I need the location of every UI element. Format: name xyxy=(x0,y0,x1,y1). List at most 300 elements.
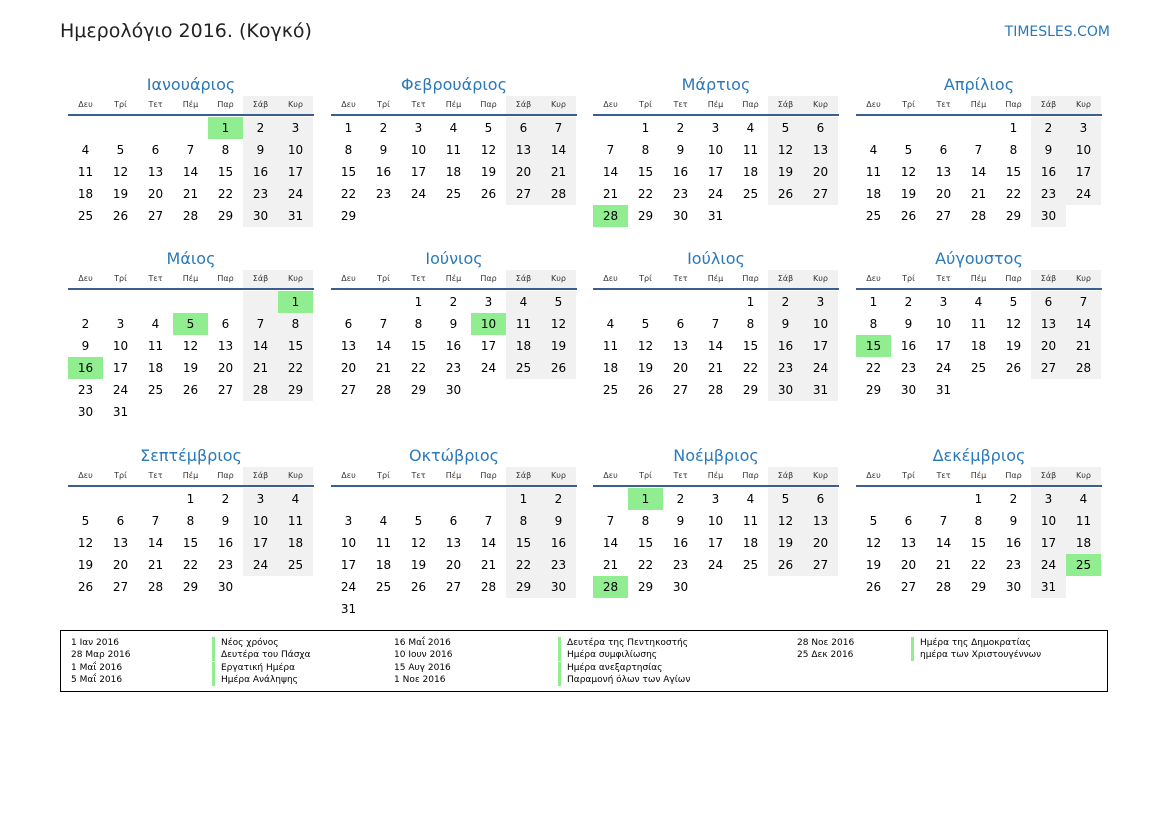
day-cell: 17 xyxy=(707,165,724,179)
empty-day-cell xyxy=(471,379,506,401)
weekday-label: Κυρ xyxy=(541,467,576,485)
day-cell: 12 xyxy=(637,339,654,353)
empty-day-cell xyxy=(1066,379,1101,401)
day-cell: 2 xyxy=(676,121,685,135)
day-cell: 21 xyxy=(935,558,952,572)
day-cell: 26 xyxy=(1005,361,1022,375)
day-cell: 10 xyxy=(112,339,129,353)
day-cell: 22 xyxy=(506,554,541,576)
day-cell: 14 xyxy=(375,339,392,353)
day-cell: 2 xyxy=(676,492,685,506)
day-cell: 25 xyxy=(742,187,759,201)
day-cell: 11 xyxy=(506,313,541,335)
day-cell: 19 xyxy=(865,558,882,572)
day-cell: 29 xyxy=(278,379,313,401)
site-link[interactable]: TIMESLES.COM xyxy=(1004,24,1110,40)
empty-day-cell xyxy=(138,117,173,139)
holiday-date: 16 Μαΐ 2016 xyxy=(394,638,451,648)
day-cell: 22 xyxy=(410,361,427,375)
day-cell: 1 xyxy=(186,492,195,506)
day-cell: 26 xyxy=(865,580,882,594)
empty-day-cell xyxy=(1066,576,1101,598)
month-calendar xyxy=(593,445,839,598)
page-title: Ημερολόγιο 2016. (Κογκό) xyxy=(60,20,312,42)
empty-day-cell xyxy=(436,598,471,620)
empty-day-cell xyxy=(243,576,278,598)
weekday-label: Δευ xyxy=(341,471,356,480)
day-cell: 29 xyxy=(742,383,759,397)
day-cell: 24 xyxy=(1066,183,1101,205)
holiday-date: 1 Νοε 2016 xyxy=(394,675,446,686)
month-calendar xyxy=(331,74,577,227)
month-calendar xyxy=(68,74,314,227)
weekday-label: Πέμ xyxy=(445,100,462,109)
month-name: Απρίλιος xyxy=(943,75,1015,94)
day-grid xyxy=(68,117,313,227)
day-cell: 29 xyxy=(410,383,427,397)
day-cell: 7 xyxy=(974,143,983,157)
day-cell: 21 xyxy=(602,558,619,572)
day-cell: 26 xyxy=(900,209,917,223)
holiday-name: Εργατική Ημέρα xyxy=(212,662,295,674)
month-calendar xyxy=(856,248,1102,401)
weekday-label: Δευ xyxy=(866,471,881,480)
empty-day-cell xyxy=(366,291,401,313)
day-cell: 29 xyxy=(970,580,987,594)
day-cell: 24 xyxy=(1031,554,1066,576)
weekday-label: Σάβ xyxy=(506,270,541,288)
holiday-day-cell: 10 xyxy=(471,313,506,335)
weekday-label: Τετ xyxy=(411,274,426,283)
day-cell: 23 xyxy=(541,554,576,576)
weekday-label: Δευ xyxy=(603,274,618,283)
day-cell: 11 xyxy=(278,510,313,532)
day-cell: 12 xyxy=(541,313,576,335)
weekday-label: Δευ xyxy=(341,100,356,109)
day-cell: 30 xyxy=(217,580,234,594)
day-cell: 13 xyxy=(672,339,689,353)
month-calendar xyxy=(68,248,314,423)
day-cell: 21 xyxy=(147,558,164,572)
weekday-header xyxy=(856,467,1102,487)
day-cell: 30 xyxy=(445,383,462,397)
day-cell: 15 xyxy=(278,335,313,357)
empty-day-cell xyxy=(278,576,313,598)
day-grid xyxy=(331,291,576,401)
day-cell: 17 xyxy=(278,161,313,183)
day-cell: 23 xyxy=(672,558,689,572)
day-cell: 29 xyxy=(340,209,357,223)
day-cell: 17 xyxy=(935,339,952,353)
day-cell: 29 xyxy=(182,580,199,594)
day-cell: 8 xyxy=(278,313,313,335)
day-cell: 27 xyxy=(1031,357,1066,379)
day-cell: 1 xyxy=(414,295,423,309)
weekday-label: Τρί xyxy=(377,100,390,109)
day-cell: 12 xyxy=(1005,317,1022,331)
day-cell: 15 xyxy=(182,536,199,550)
day-cell: 10 xyxy=(243,510,278,532)
day-cell: 26 xyxy=(768,554,803,576)
day-cell: 10 xyxy=(1066,139,1101,161)
day-cell: 20 xyxy=(445,558,462,572)
day-cell: 1 xyxy=(344,121,353,135)
day-cell: 14 xyxy=(1066,313,1101,335)
day-cell: 10 xyxy=(803,313,838,335)
day-cell: 24 xyxy=(935,361,952,375)
day-grid xyxy=(68,291,313,423)
day-cell: 9 xyxy=(81,339,90,353)
holiday-date: 1 Μαΐ 2016 xyxy=(71,662,123,673)
day-cell: 6 xyxy=(1031,291,1066,313)
holiday-name: Ημέρα Ανάληψης xyxy=(212,674,298,686)
day-cell: 4 xyxy=(449,121,458,135)
day-cell: 8 xyxy=(974,514,983,528)
empty-day-cell xyxy=(401,598,436,620)
day-cell: 5 xyxy=(541,291,576,313)
day-cell: 22 xyxy=(217,187,234,201)
day-cell: 24 xyxy=(112,383,129,397)
day-cell: 20 xyxy=(803,161,838,183)
day-cell: 2 xyxy=(1009,492,1018,506)
day-cell: 9 xyxy=(221,514,230,528)
day-cell: 13 xyxy=(445,536,462,550)
day-cell: 29 xyxy=(637,209,654,223)
day-cell: 11 xyxy=(147,339,164,353)
weekday-label: Δευ xyxy=(78,100,93,109)
empty-day-cell xyxy=(173,401,208,423)
empty-day-cell xyxy=(856,488,891,510)
month-calendar xyxy=(331,445,577,620)
day-cell: 8 xyxy=(746,317,755,331)
day-cell: 18 xyxy=(602,361,619,375)
weekday-label: Πέμ xyxy=(445,274,462,283)
day-cell: 3 xyxy=(803,291,838,313)
day-cell: 26 xyxy=(768,183,803,205)
day-cell: 24 xyxy=(480,361,497,375)
day-cell: 27 xyxy=(217,383,234,397)
weekday-label: Τετ xyxy=(673,274,688,283)
day-cell: 13 xyxy=(147,165,164,179)
weekday-header xyxy=(856,96,1102,116)
day-cell: 30 xyxy=(672,209,689,223)
weekday-label: Κυρ xyxy=(1066,270,1101,288)
day-cell: 25 xyxy=(602,383,619,397)
holiday-day-cell: 25 xyxy=(1066,554,1101,576)
day-cell: 22 xyxy=(1005,187,1022,201)
day-cell: 4 xyxy=(974,295,983,309)
day-cell: 7 xyxy=(1066,291,1101,313)
day-cell: 24 xyxy=(803,357,838,379)
day-cell: 17 xyxy=(480,339,497,353)
day-cell: 27 xyxy=(445,580,462,594)
day-cell: 13 xyxy=(112,536,129,550)
day-cell: 13 xyxy=(506,139,541,161)
day-cell: 19 xyxy=(637,361,654,375)
day-cell: 23 xyxy=(375,187,392,201)
day-cell: 9 xyxy=(676,143,685,157)
weekday-label: Τρί xyxy=(114,100,127,109)
day-cell: 2 xyxy=(541,488,576,510)
weekday-label: Πέμ xyxy=(445,471,462,480)
weekday-label: Τετ xyxy=(148,471,163,480)
weekday-label: Κυρ xyxy=(803,270,838,288)
weekday-label: Τετ xyxy=(673,471,688,480)
day-grid xyxy=(856,117,1101,227)
empty-day-cell xyxy=(768,205,803,227)
weekday-label: Παρ xyxy=(217,100,234,109)
empty-day-cell xyxy=(856,117,891,139)
day-cell: 24 xyxy=(243,554,278,576)
day-cell: 4 xyxy=(506,291,541,313)
weekday-label: Παρ xyxy=(1005,274,1022,283)
empty-day-cell xyxy=(1066,205,1101,227)
weekday-label: Σάβ xyxy=(506,96,541,114)
empty-day-cell xyxy=(401,488,436,510)
day-cell: 10 xyxy=(707,514,724,528)
day-cell: 9 xyxy=(1009,514,1018,528)
holiday-name: Ημέρα συμφιλίωσης xyxy=(558,649,657,661)
empty-day-cell xyxy=(471,205,506,227)
weekday-label: Σάβ xyxy=(243,270,278,288)
day-cell: 12 xyxy=(768,510,803,532)
empty-day-cell xyxy=(436,488,471,510)
day-cell: 18 xyxy=(77,187,94,201)
day-cell: 20 xyxy=(506,161,541,183)
day-cell: 7 xyxy=(939,514,948,528)
day-grid xyxy=(856,488,1101,598)
weekday-label: Τρί xyxy=(639,274,652,283)
holiday-date: 28 Μαρ 2016 xyxy=(71,650,131,661)
day-cell: 6 xyxy=(506,117,541,139)
day-cell: 12 xyxy=(900,165,917,179)
day-cell: 8 xyxy=(414,317,423,331)
day-cell: 10 xyxy=(707,143,724,157)
day-cell: 6 xyxy=(221,317,230,331)
day-cell: 14 xyxy=(480,536,497,550)
day-cell: 3 xyxy=(414,121,423,135)
day-cell: 20 xyxy=(935,187,952,201)
day-cell: 12 xyxy=(112,165,129,179)
day-cell: 7 xyxy=(151,514,160,528)
day-cell: 13 xyxy=(900,536,917,550)
day-cell: 1 xyxy=(746,295,755,309)
day-cell: 17 xyxy=(1031,532,1066,554)
day-cell: 16 xyxy=(445,339,462,353)
empty-day-cell xyxy=(366,205,401,227)
empty-day-cell xyxy=(471,598,506,620)
empty-day-cell xyxy=(541,205,576,227)
day-cell: 10 xyxy=(1031,510,1066,532)
day-cell: 5 xyxy=(81,514,90,528)
weekday-label: Τετ xyxy=(936,100,951,109)
day-grid xyxy=(856,291,1101,401)
weekday-label: Κυρ xyxy=(541,270,576,288)
day-cell: 9 xyxy=(768,313,803,335)
day-cell: 5 xyxy=(869,514,878,528)
empty-day-cell xyxy=(698,576,733,598)
empty-day-cell xyxy=(803,576,838,598)
day-cell: 3 xyxy=(278,117,313,139)
day-cell: 27 xyxy=(672,383,689,397)
day-cell: 4 xyxy=(81,143,90,157)
holiday-day-cell: 5 xyxy=(173,313,208,335)
day-cell: 23 xyxy=(1031,183,1066,205)
empty-day-cell xyxy=(628,291,663,313)
day-cell: 18 xyxy=(375,558,392,572)
day-cell: 8 xyxy=(869,317,878,331)
day-cell: 11 xyxy=(375,536,392,550)
day-cell: 25 xyxy=(742,558,759,572)
day-cell: 1 xyxy=(506,488,541,510)
weekday-label: Σάβ xyxy=(243,96,278,114)
day-cell: 3 xyxy=(116,317,125,331)
day-cell: 15 xyxy=(637,536,654,550)
day-cell: 7 xyxy=(606,514,615,528)
weekday-header xyxy=(68,270,314,290)
day-cell: 29 xyxy=(1005,209,1022,223)
day-cell: 25 xyxy=(147,383,164,397)
day-cell: 16 xyxy=(768,335,803,357)
weekday-header xyxy=(593,467,839,487)
day-cell: 15 xyxy=(1005,165,1022,179)
weekday-label: Κυρ xyxy=(1066,467,1101,485)
day-cell: 15 xyxy=(340,165,357,179)
day-cell: 16 xyxy=(217,536,234,550)
day-cell: 8 xyxy=(1009,143,1018,157)
holidays-legend xyxy=(60,630,1108,692)
day-cell: 19 xyxy=(1005,339,1022,353)
day-cell: 5 xyxy=(484,121,493,135)
empty-day-cell xyxy=(243,401,278,423)
day-cell: 19 xyxy=(112,187,129,201)
empty-day-cell xyxy=(103,117,138,139)
day-cell: 19 xyxy=(541,335,576,357)
day-cell: 27 xyxy=(506,183,541,205)
weekday-label: Τρί xyxy=(639,471,652,480)
empty-day-cell xyxy=(173,117,208,139)
holiday-name: Ημέρα ανεξαρτησίας xyxy=(558,662,662,674)
day-cell: 18 xyxy=(970,339,987,353)
empty-day-cell xyxy=(173,291,208,313)
holiday-name: Παραμονή όλων των Αγίων xyxy=(558,674,690,686)
day-cell: 30 xyxy=(77,405,94,419)
day-cell: 13 xyxy=(1031,313,1066,335)
empty-day-cell xyxy=(138,291,173,313)
day-cell: 28 xyxy=(707,383,724,397)
day-cell: 8 xyxy=(641,143,650,157)
day-cell: 4 xyxy=(278,488,313,510)
day-cell: 23 xyxy=(672,187,689,201)
day-cell: 5 xyxy=(641,317,650,331)
empty-day-cell xyxy=(506,598,541,620)
weekday-header xyxy=(331,270,577,290)
day-cell: 16 xyxy=(672,165,689,179)
day-cell: 15 xyxy=(410,339,427,353)
day-cell: 31 xyxy=(1031,576,1066,598)
empty-day-cell xyxy=(593,117,628,139)
empty-day-cell xyxy=(243,291,278,313)
empty-day-cell xyxy=(926,117,961,139)
day-cell: 13 xyxy=(803,139,838,161)
day-cell: 17 xyxy=(112,361,129,375)
weekday-label: Παρ xyxy=(742,471,759,480)
weekday-label: Δευ xyxy=(866,100,881,109)
day-cell: 19 xyxy=(410,558,427,572)
day-cell: 11 xyxy=(742,514,759,528)
holiday-name: Δευτέρα της Πεντηκοστής xyxy=(558,637,688,649)
day-grid xyxy=(593,488,838,598)
day-cell: 23 xyxy=(1005,558,1022,572)
day-cell: 7 xyxy=(186,143,195,157)
month-name: Δεκέμβριος xyxy=(932,446,1026,465)
day-cell: 18 xyxy=(1066,532,1101,554)
day-cell: 6 xyxy=(449,514,458,528)
day-cell: 15 xyxy=(742,339,759,353)
weekday-header xyxy=(68,96,314,116)
day-cell: 16 xyxy=(1031,161,1066,183)
day-cell: 18 xyxy=(278,532,313,554)
empty-day-cell xyxy=(803,205,838,227)
day-cell: 1 xyxy=(869,295,878,309)
day-cell: 22 xyxy=(182,558,199,572)
weekday-label: Τρί xyxy=(377,471,390,480)
day-cell: 2 xyxy=(81,317,90,331)
weekday-label: Τετ xyxy=(411,100,426,109)
day-cell: 28 xyxy=(970,209,987,223)
day-grid xyxy=(331,117,576,227)
weekday-label: Κυρ xyxy=(541,96,576,114)
day-cell: 9 xyxy=(541,510,576,532)
day-cell: 14 xyxy=(182,165,199,179)
day-cell: 26 xyxy=(112,209,129,223)
day-cell: 2 xyxy=(1031,117,1066,139)
empty-day-cell xyxy=(891,488,926,510)
day-cell: 22 xyxy=(637,187,654,201)
day-cell: 20 xyxy=(112,558,129,572)
weekday-label: Παρ xyxy=(217,274,234,283)
day-cell: 28 xyxy=(541,183,576,205)
weekday-label: Παρ xyxy=(480,100,497,109)
weekday-label: Τετ xyxy=(411,471,426,480)
holiday-day-cell: 15 xyxy=(856,335,891,357)
day-cell: 11 xyxy=(865,165,882,179)
day-cell: 1 xyxy=(1009,121,1018,135)
weekday-label: Παρ xyxy=(480,471,497,480)
holiday-date: 25 Δεκ 2016 xyxy=(797,650,854,661)
weekday-label: Παρ xyxy=(1005,471,1022,480)
day-cell: 22 xyxy=(742,361,759,375)
weekday-header xyxy=(68,467,314,487)
empty-day-cell xyxy=(138,401,173,423)
day-cell: 16 xyxy=(375,165,392,179)
weekday-label: Σάβ xyxy=(1031,270,1066,288)
weekday-label: Δευ xyxy=(603,100,618,109)
weekday-label: Κυρ xyxy=(1066,96,1101,114)
empty-day-cell xyxy=(593,291,628,313)
day-cell: 16 xyxy=(1005,536,1022,550)
day-cell: 19 xyxy=(900,187,917,201)
day-cell: 31 xyxy=(707,209,724,223)
day-cell: 22 xyxy=(340,187,357,201)
day-cell: 5 xyxy=(414,514,423,528)
weekday-label: Σάβ xyxy=(768,96,803,114)
weekday-label: Πέμ xyxy=(182,471,199,480)
day-cell: 24 xyxy=(707,187,724,201)
day-cell: 3 xyxy=(1031,488,1066,510)
day-cell: 4 xyxy=(151,317,160,331)
month-calendar xyxy=(856,445,1102,598)
